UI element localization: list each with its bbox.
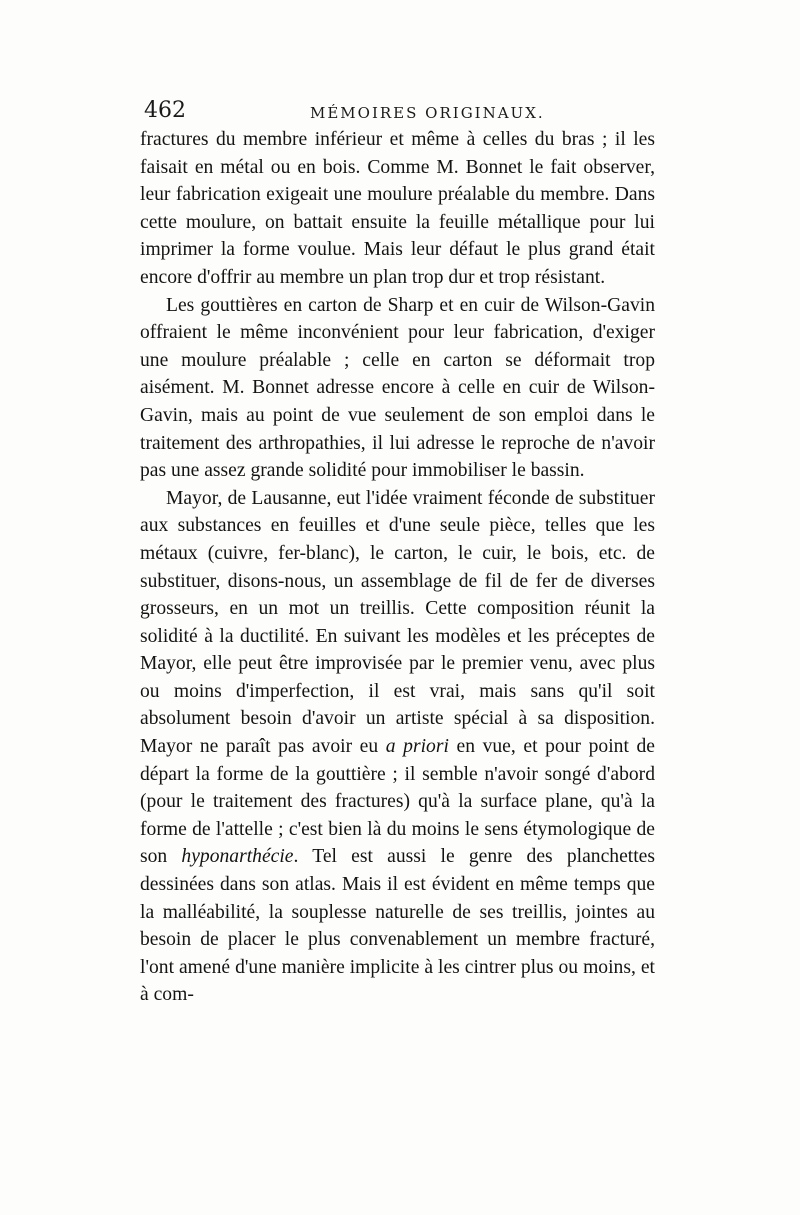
italic-a-priori: a priori bbox=[385, 736, 449, 758]
body-text bbox=[140, 126, 655, 1009]
paragraph-continuation: fractures du membre inférieur et même à celles du bras ; il les faisait en métal ou en bois. Comme M. Bonnet le fait observer, leur fabrication exigeait une moulure préalable du membre. Dans cette moulure, on battait ensuite la feuille métallique pour lui imprimer la forme voulue. Mais leur défaut le plus grand était encore d'offrir au membre un plan trop dur et trop résistant. bbox=[140, 129, 655, 288]
mayor-text-part-1: Mayor, de Lausanne, eut l'idée vraiment féconde de substituer aux substances en feuilles et d'une seule pièce, telles que les métaux (cuivre, fer-blanc), le carton, le cuir, le bois, etc. de substituer, disons-nous, un assemblage de fil de fer de diverses grosseurs, en un mot un treillis. Cette composition réunit la solidité à la ductilité. En suivant les modèles et les préceptes de Mayor, elle peut être improvisée par le premier venu, avec plus ou moins d'imperfection, il est vrai, mais sans qu'il soit absolument besoin d'avoir un artiste spécial à sa disposition. Mayor ne paraît pas avoir eu bbox=[140, 487, 655, 758]
paragraph-mayor bbox=[140, 485, 655, 1009]
mayor-text-part-2: en vue, et pour point de départ la forme de la gouttière ; il semble n'avoir songé d'abord (pour le traitement des fractures) qu'à la surface plane, qu'à la forme de l'attelle ; c'est bien là du moins le sens étymologique de son bbox=[140, 736, 655, 868]
page-header bbox=[140, 98, 660, 124]
running-head: MÉMOIRES ORIGINAUX. bbox=[310, 104, 545, 122]
page-number: 462 bbox=[144, 98, 186, 123]
mayor-text-part-3: . Tel est aussi le genre des planchettes dessinées dans son atlas. Mais il est évident en même temps que la malléabilité, la souplesse naturelle de ses treillis, jointes au besoin de placer le plus convenablement un membre fracturé, l'ont amené d'une manière implicite à les cintrer plus ou moins, et à com- bbox=[140, 846, 655, 1006]
paragraph-gouttieres-carton: Les gouttières en carton de Sharp et en cuir de Wilson-Gavin offraient le même inconvénient pour leur fabrication, d'exiger une moulure préalable ; celle en carton se déformait trop aisément. M. Bonnet adresse encore à celle en cuir de Wilson-Gavin, mais au point de vue seulement de son emploi dans le traitement des arthropathies, il lui adresse le reproche de n'avoir pas une assez grande solidité pour immobiliser le bassin. bbox=[140, 294, 655, 482]
italic-hyponarthecie: hyponarthécie bbox=[181, 846, 294, 868]
